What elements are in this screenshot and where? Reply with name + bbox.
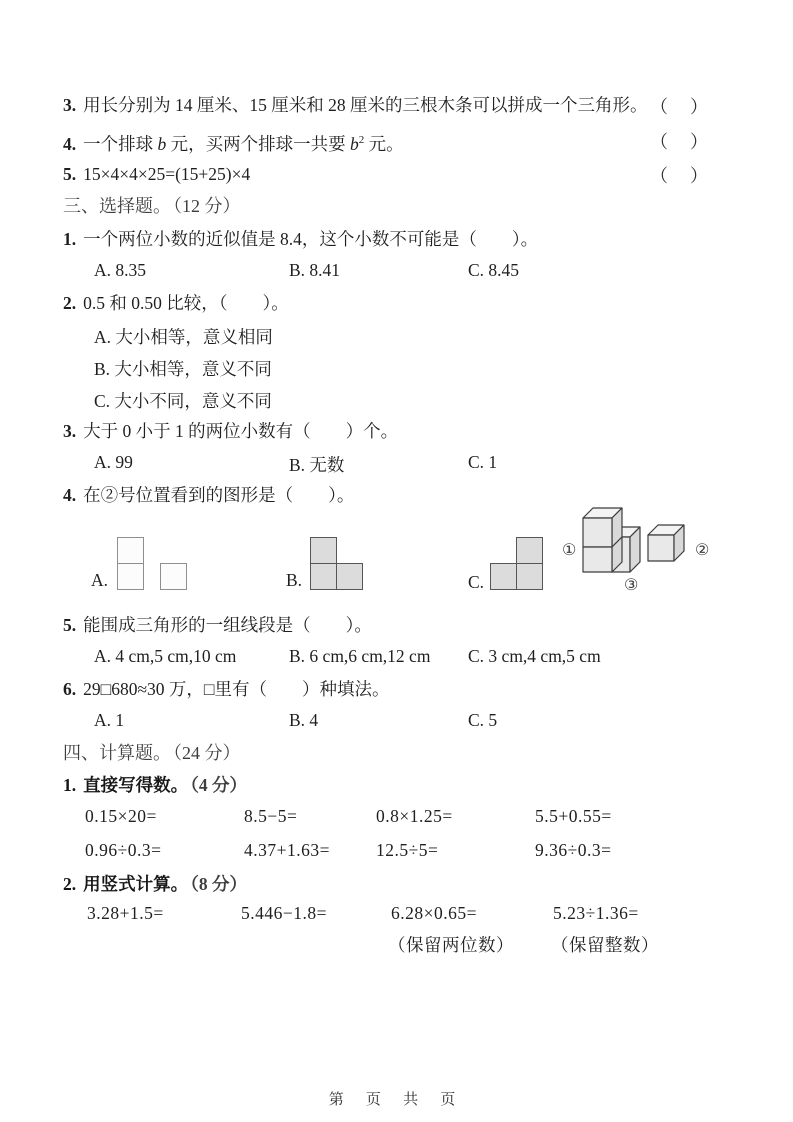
question-number: 3. [63,95,77,115]
column-calc-expression: 5.23÷1.36= [553,903,639,923]
section-title: 四、计算题。 [63,743,171,763]
rounding-note-integer: （保留整数） [551,935,659,955]
choice-q6-option-c: C. 5 [468,710,498,730]
page-footer: 第 页 共 页 [328,1091,465,1108]
answer-blank: （ ） [650,166,708,186]
variable-b: b [157,133,167,154]
column-calc-expression: 3.28+1.5= [87,903,164,923]
tf-question-4: 4. 一个排球 b 元，买两个排球一共要 $b^2$ 元。 [63,133,404,154]
question-text: 一个排球 [83,133,158,154]
option-a-square-right [160,563,187,590]
viewpoint-1-label: ① [562,542,577,559]
choice-q1-option-c: C. 8.45 [468,260,520,280]
mental-calc-expression: 0.96÷0.3= [85,840,162,860]
figure-option-b-label: B. [286,570,303,590]
single-cube-figure [645,522,687,564]
section-points: （12 分） [173,196,241,216]
option-b-square-bottom-left [310,563,337,590]
answer-blank: （ ） [650,132,708,152]
option-c-square-bottom-right [516,563,543,590]
stacked-cubes-figure [578,505,648,577]
choice-q5-option-b: B. 6 cm,6 cm,12 cm [289,646,431,666]
option-a-square-top [117,537,144,564]
mental-calc-expression: 8.5−5= [244,806,298,826]
choice-q1-option-a: A. 8.35 [94,260,147,280]
choice-q2-option-c: C. 大小不同，意义不同 [94,391,272,411]
option-b-square-bottom-right [336,563,363,590]
tf-question-3 [63,94,648,116]
viewpoint-3-label: ③ [624,577,639,594]
figure-option-a-label: A. [91,570,109,590]
choice-question-6: 6. 29□680≈30 万，□里有（ ）种填法。 [63,679,390,699]
viewpoint-2-label: ② [695,542,710,559]
choice-q6-option-b: B. 4 [289,710,319,730]
section-points: （24 分） [173,743,241,763]
question-text: 15×4×4×25=(15+25)×4 [83,164,251,184]
choice-q5-option-a: A. 4 cm,5 cm,10 cm [94,646,237,666]
answer-blank: （ ） [650,97,708,117]
choice-q3-option-a: A. 99 [94,452,133,472]
column-calc-expression: 5.446−1.8= [241,903,327,923]
calc-sub2-header: 2. 用竖式计算。 （8 分） [63,874,247,894]
choice-q1-option-b: B. 8.41 [289,260,341,280]
choice-q2-option-b: B. 大小相等，意义不同 [94,359,272,379]
question-text: 用长分别为 14 厘米、15 厘米和 28 厘米的三根木条可以拼成一个三角形。 [83,95,648,115]
choice-q5-option-c: C. 3 cm,4 cm,5 cm [468,646,601,666]
section-title: 三、选择题。 [63,196,171,216]
choice-q2-option-a: A. 大小相等，意义相同 [94,327,273,347]
rounding-note-two-decimals: （保留两位数） [388,935,514,955]
calc-sub1-header: 1. 直接写得数。 （4 分） [63,775,247,795]
column-calc-expression: 6.28×0.65= [391,903,477,923]
variable-b-squared: b [350,133,359,154]
option-b-square-top [310,537,337,564]
choice-question-5: 5. 能围成三角形的一组线段是（ ）。 [63,615,372,635]
question-number: 4. [63,133,77,154]
mental-calc-expression: 9.36÷0.3= [535,840,612,860]
option-c-square-bottom-left [490,563,517,590]
choice-q3-option-b: B. 无数 [289,455,345,475]
figure-option-c-label: C. [468,572,485,592]
mental-calc-expression: 4.37+1.63= [244,840,330,860]
section-3-header [63,195,241,217]
choice-q3-option-c: C. 1 [468,452,498,472]
option-a-square-bottom [117,563,144,590]
choice-question-3: 3. 大于 0 小于 1 的两位小数有（ ）个。 [63,421,399,441]
tf-question-5 [63,163,250,185]
choice-question-4: 4. 在②号位置看到的图形是（ ）。 [63,485,355,505]
option-c-square-top [516,537,543,564]
mental-calc-expression: 5.5+0.55= [535,806,612,826]
section-4-header [63,742,241,764]
choice-question-1: 1. 一个两位小数的近似值是 8.4，这个小数不可能是（ ）。 [63,229,539,249]
choice-question-2: 2. 0.5 和 0.50 比较，（ ）。 [63,293,289,313]
mental-calc-expression: 0.15×20= [85,806,157,826]
mental-calc-expression: 0.8×1.25= [376,806,453,826]
question-number: 5. [63,164,77,184]
mental-calc-expression: 12.5÷5= [376,840,439,860]
choice-q6-option-a: A. 1 [94,710,125,730]
